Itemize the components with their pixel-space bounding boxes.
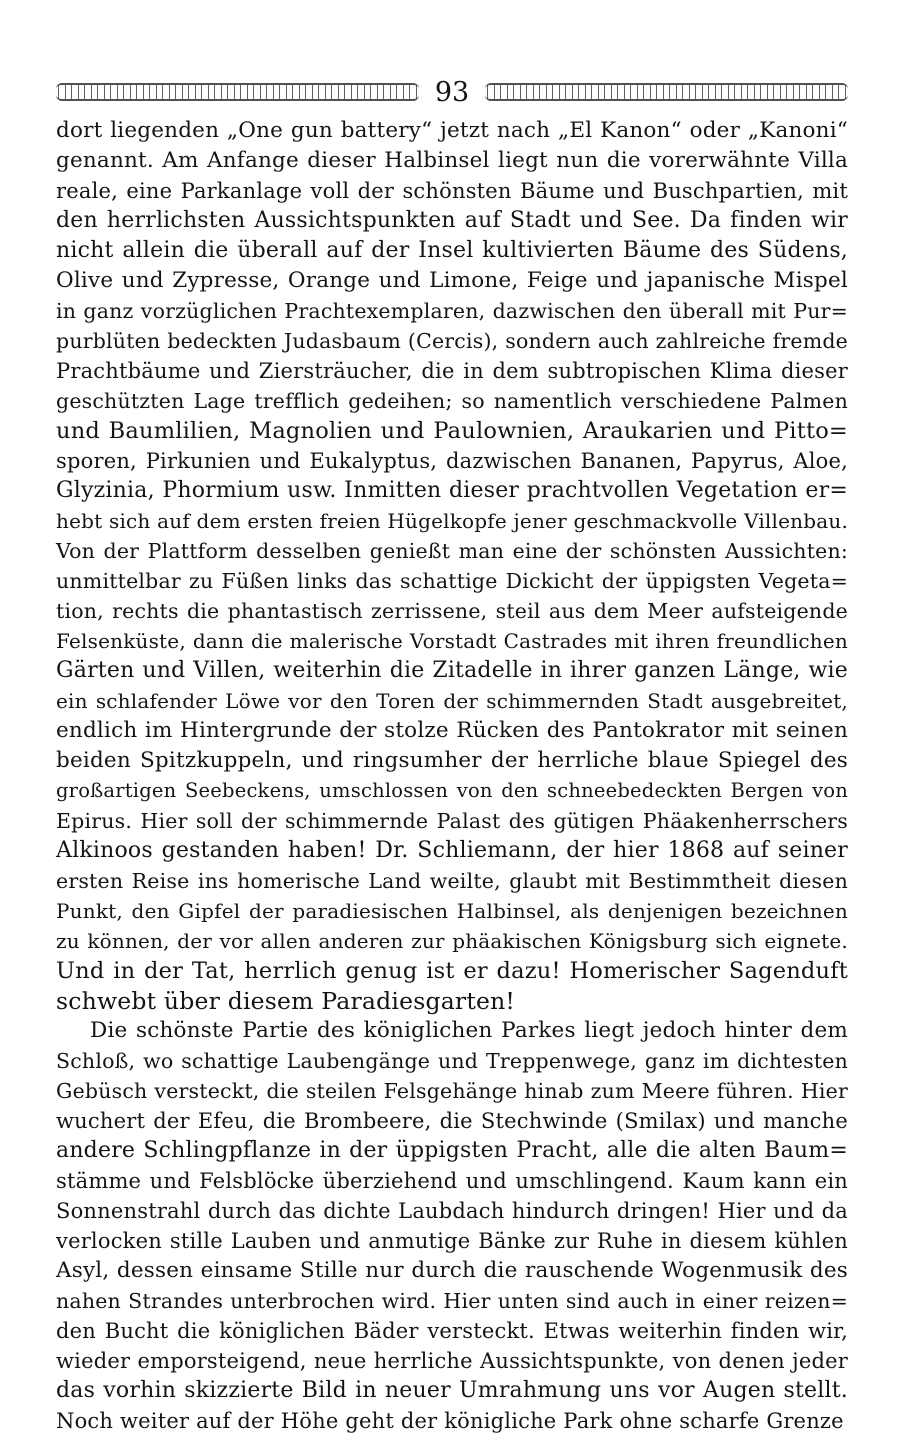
text-line: schwebt über diesem Paradiesgarten! — [56, 987, 516, 1015]
text-line: den Bucht die königlichen Bäder versteckt. Etwas weiterhin finden wir, — [56, 1319, 848, 1343]
text-line: sporen, Pirkunien und Eukalyptus, dazwischen Bananen, Papyrus, Aloe, — [56, 449, 848, 473]
text-line: Epirus. Hier soll der schimmernde Palast des gütigen Phäakenherrschers — [56, 809, 848, 833]
text-line: Gärten und Villen, weiterhin die Zitadelle in ihrer ganzen Länge, wie — [56, 658, 848, 683]
text-line: Gebüsch versteckt, die steilen Felsgehänge hinab zum Meere führen. Hier — [56, 1079, 848, 1103]
text-line: tion, rechts die phantastisch zerrissene, steil aus dem Meer aufsteigende — [56, 599, 848, 623]
text-line: ersten Reise ins homerische Land weilte, glaubt mit Bestimmtheit diesen — [56, 869, 848, 893]
text-line: nicht allein die überall auf der Insel kultivierten Bäume des Südens, — [56, 238, 848, 263]
text-line: Sonnenstrahl durch das dichte Laubdach hindurch dringen! Hier und da — [56, 1199, 848, 1223]
page-header — [56, 72, 848, 112]
text-line: Noch weiter auf der Höhe geht der königliche Park ohne scharfe Grenze — [56, 1409, 844, 1433]
text-line: Alkinoos gestanden haben! Dr. Schliemann, der hier 1868 auf seiner — [56, 838, 848, 863]
text-line: den herrlichsten Aussichtspunkten auf Stadt und See. Da finden wir — [56, 208, 848, 233]
text-line: geschützten Lage trefflich gedeihen; so namentlich verschiedene Palmen — [56, 389, 848, 413]
text-line: genannt. Am Anfange dieser Halbinsel liegt nun die vorerwähnte Villa — [56, 148, 848, 173]
text-line: beiden Spitzkuppeln, und ringsumher der herrliche blaue Spiegel des — [56, 748, 848, 773]
text-line: Schloß, wo schattige Laubengänge und Treppenwege, ganz im dichtesten — [56, 1049, 848, 1073]
text-line: in ganz vorzüglichen Prachtexemplaren, dazwischen den überall mit Pur= — [56, 299, 848, 323]
text-line: Punkt, den Gipfel der paradiesischen Halbinsel, als denjenigen bezeichnen — [56, 899, 848, 923]
text-line: Felsenküste, dann die malerische Vorstadt Castrades mit ihren freundlichen — [56, 629, 848, 653]
text-line: wieder emporsteigend, neue herrliche Aussichtspunkte, von denen jeder — [56, 1349, 848, 1373]
text-line: und Baumlilien, Magnolien und Paulownien, Araukarien und Pitto= — [56, 418, 848, 444]
text-line: Prachtbäume und Ziersträucher, die in dem subtropischen Klima dieser — [56, 359, 848, 383]
header-ornament-left — [56, 83, 419, 101]
text-line: purblüten bedeckten Judasbaum (Cercis), sondern auch zahlreiche fremde — [56, 329, 848, 353]
text-line: großartigen Seebeckens, umschlossen von den schneebedeckten Bergen von — [56, 779, 848, 802]
text-line: Olive und Zypresse, Orange und Limone, Feige und japanische Mispel — [56, 268, 848, 293]
text-line: Und in der Tat, herrlich genug ist er dazu! Homerischer Sagenduft — [56, 958, 848, 984]
text-line: endlich im Hintergrunde der stolze Rücken des Pantokrator mit seinen — [56, 718, 848, 743]
page-number: 93 — [434, 76, 470, 108]
body-text — [56, 116, 848, 1436]
text-line: dort liegenden „One gun battery“ jetzt nach „El Kanon“ oder „Kanoni“ — [56, 118, 848, 143]
book-page — [56, 72, 848, 1436]
text-line: verlocken stille Lauben und anmutige Bänke zur Ruhe in diesem kühlen — [56, 1229, 848, 1253]
text-line: reale, eine Parkanlage voll der schönsten Bäume und Buschpartien, mit — [56, 179, 848, 203]
text-line: zu können, der vor allen anderen zur phäakischen Königsburg sich eignete. — [56, 929, 848, 953]
text-line: nahen Strandes unterbrochen wird. Hier unten sind auch in einer reizen= — [56, 1289, 848, 1313]
text-line: Von der Plattform desselben genießt man eine der schönsten Aussichten: — [56, 539, 848, 563]
text-line: Glyzinia, Phormium usw. Inmitten dieser prachtvollen Vegetation er= — [56, 478, 848, 503]
text-line: stämme und Felsblöcke überziehend und umschlingend. Kaum kann ein — [56, 1169, 848, 1193]
text-line: Asyl, dessen einsame Stille nur durch die rauschende Wogenmusik des — [56, 1258, 848, 1283]
text-line: hebt sich auf dem ersten freien Hügelkopfe jener geschmackvolle Villenbau. — [56, 509, 848, 533]
text-line: das vorhin skizzierte Bild in neuer Umrahmung uns vor Augen stellt. — [56, 1378, 848, 1403]
text-line: unmittelbar zu Füßen links das schattige Dickicht der üppigsten Vegeta= — [56, 569, 848, 593]
text-line: andere Schlingpflanze in der üppigsten Pracht, alle die alten Baum= — [56, 1138, 848, 1163]
text-line: ein schlafender Löwe vor den Toren der schimmernden Stadt ausgebreitet, — [56, 689, 848, 713]
text-line: wuchert der Efeu, die Brombeere, die Stechwinde (Smilax) und manche — [56, 1109, 848, 1133]
header-ornament-right — [485, 83, 848, 101]
text-line: Die schönste Partie des königlichen Parkes liegt jedoch hinter dem — [90, 1018, 848, 1043]
